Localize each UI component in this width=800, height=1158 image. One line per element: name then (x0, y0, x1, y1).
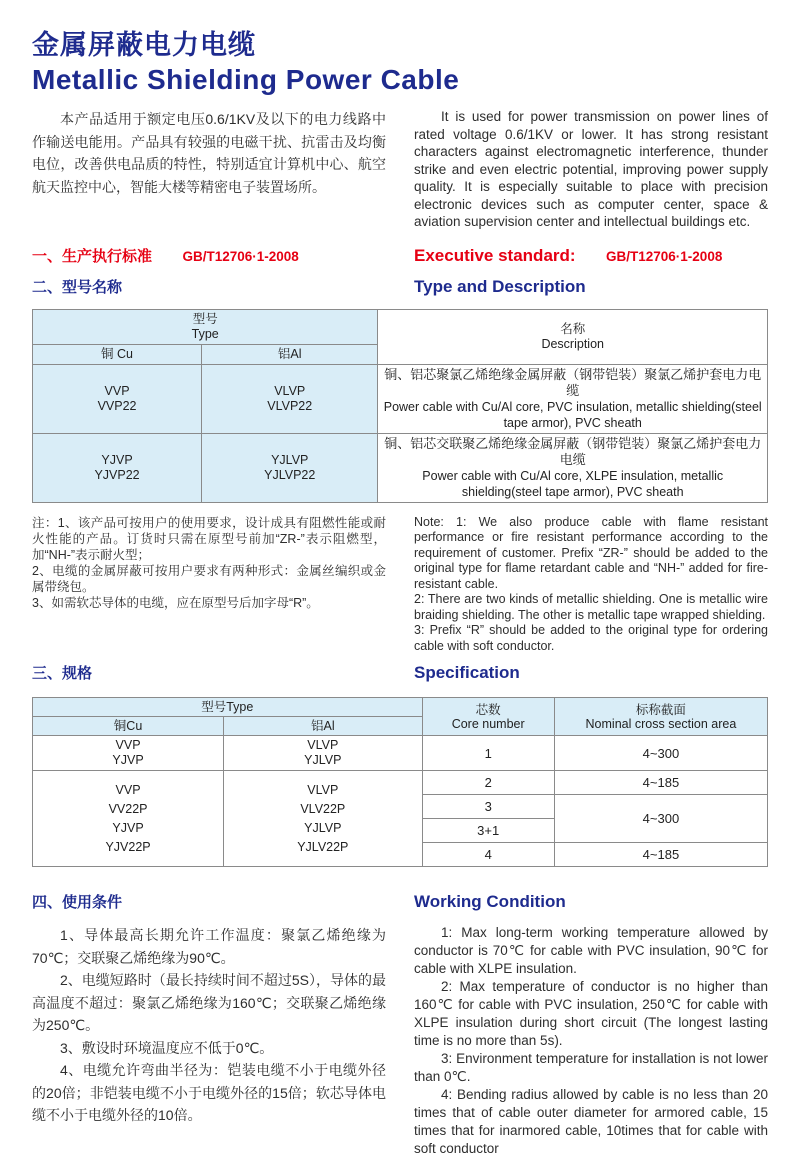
cell-cu-types (33, 433, 202, 502)
working-column-zh (32, 924, 386, 1158)
type-code: VVP (115, 782, 141, 797)
cell-description (378, 364, 768, 433)
notes-column-en (414, 515, 768, 655)
type-header-zh: 型号 (192, 311, 218, 326)
type-code: YJV22P (105, 839, 151, 854)
standard-zh (32, 245, 386, 266)
note-en: 3: Prefix “R” should be added to the original type for ordering cable with soft conductor. (414, 623, 768, 653)
type-heading-zh: 二、型号名称 (32, 278, 123, 296)
standard-en (414, 246, 768, 266)
type-code: YJLVP (271, 452, 309, 467)
note-zh: 2、电缆的金属屏蔽可按用户要求有两种形式：金属丝编织或金属带绕包。 (32, 563, 386, 594)
type-table-header-description (378, 309, 768, 364)
working-heading-row (32, 891, 768, 912)
standard-label-zh: 一、生产执行标准 (32, 247, 153, 265)
type-table-row-xlpe (33, 433, 768, 502)
type-code: YJVP (112, 753, 144, 767)
cell-cu-types (33, 771, 224, 867)
working-heading-zh: 四、使用条件 (32, 894, 123, 911)
spec-header-type: 型号Type (33, 698, 423, 717)
area-header-zh: 标称截面 (635, 702, 686, 717)
cell-core-number: 1 (422, 736, 554, 771)
spec-heading-zh: 三、规格 (32, 665, 93, 682)
type-code: VLVP22 (267, 398, 313, 413)
type-code: YJLVP (304, 753, 342, 767)
working-item-en: 3: Environment temperature for installation is not lower than 0℃. (414, 1051, 768, 1084)
type-code: VVP (115, 738, 141, 752)
cell-cu-types (33, 364, 202, 433)
type-code: YJVP (112, 820, 144, 835)
description-en: Power cable with Cu/Al core, XLPE insulation, metallic shielding(steel tape armor), PVC sheath (422, 468, 724, 499)
spec-header-cu: 铜Cu (33, 717, 224, 736)
type-table-header-al: 铝Al (202, 344, 378, 364)
type-code: VV22P (108, 801, 148, 816)
description-zh: 铜、铝芯聚氯乙烯绝缘金属屏蔽（钢带铠装）聚氯乙烯护套电力电缆 (384, 366, 762, 398)
spec-row-group1 (33, 736, 768, 771)
note-zh: 注：1、该产品可按用户的使用要求，设计成具有阻燃性能或耐火性能的产品。订货时只需在原型号前加“ZR-”表示阻燃型，加“NH-”表示耐火型； (32, 515, 386, 562)
cell-cross-section: 4~300 (554, 795, 767, 843)
cell-al-types (224, 736, 422, 771)
working-item-zh: 2、电缆短路时（最长持续时间不超过5S），导体的最高温度不超过：聚氯乙烯绝缘为160℃；交联聚乙烯绝缘为250℃。 (32, 972, 386, 1033)
cell-core-number: 3 (422, 795, 554, 819)
type-code: YJVP (101, 452, 133, 467)
spec-row-group2-1 (33, 771, 768, 795)
notes-section (32, 515, 768, 655)
cell-description (378, 433, 768, 502)
area-header-en: Nominal cross section area (585, 716, 737, 731)
intro-paragraph-zh: 本产品适用于额定电压0.6/1KV及以下的电力线路中作输送电能用。产品具有较强的电磁干扰、抗雷击及均衡电位，改善供电品质的特性，特别适宜计算机中心、航空航天监控中心，智能大楼等精密电子装置场所。 (32, 111, 386, 195)
type-table (32, 309, 768, 503)
note-en: Note: 1: We also produce cable with flame resistant performance or fire resistant performance according to the requirement of customer. Prefix “ZR-” should be added to the original type for flame retardant cable and “NH-” added for fire-resistant cable. (414, 514, 768, 591)
type-code: VLV22P (300, 801, 346, 816)
description-zh: 铜、铝芯交联聚乙烯绝缘金属屏蔽（钢带铠装）聚氯乙烯护套电力电缆 (384, 435, 762, 467)
desc-header-zh: 名称 (560, 321, 586, 336)
type-code: YJVP22 (94, 467, 140, 482)
cell-cross-section: 4~300 (554, 736, 767, 771)
cell-al-types (202, 433, 378, 502)
working-item-zh: 4、电缆允许弯曲半径为：铠装电缆不小于电缆外径的20倍；非铠装电缆不小于电缆外径的15倍；软芯导体电缆不小于电缆外径的10倍。 (32, 1062, 386, 1123)
cell-core-number: 3+1 (422, 819, 554, 843)
cell-core-number: 4 (422, 843, 554, 867)
working-section (32, 924, 768, 1158)
working-column-en (414, 924, 768, 1158)
spec-table (32, 697, 768, 867)
page-title-zh: 金属屏蔽电力电缆 (32, 30, 256, 60)
type-heading-en: Type and Description (414, 276, 586, 296)
note-en: 2: There are two kinds of metallic shielding. One is metallic wire braiding shielding. The other is metallic tape wrapped shielding. (414, 592, 768, 622)
spec-header-area (554, 698, 767, 736)
desc-header-en: Description (541, 336, 604, 351)
working-item-zh: 1、导体最高长期允许工作温度：聚氯乙烯绝缘为70℃；交联聚乙烯绝缘为90℃。 (32, 927, 386, 966)
type-header-en: Type (191, 326, 219, 341)
type-table-header-row1 (33, 309, 768, 344)
type-code: YJLVP (304, 820, 342, 835)
spec-header-core (422, 698, 554, 736)
type-table-header-type (33, 309, 378, 344)
cell-al-types (202, 364, 378, 433)
type-code: VLVP (307, 782, 339, 797)
spec-heading-row (32, 662, 768, 683)
intro-column-en (414, 108, 768, 231)
standard-label-en: Executive standard: (414, 245, 576, 265)
cell-cu-types (33, 736, 224, 771)
working-item-zh: 3、敷设时环境温度应不低于0℃。 (60, 1039, 274, 1056)
type-table-header-cu: 铜 Cu (33, 344, 202, 364)
spec-table-header-row1 (33, 698, 768, 717)
cell-al-types (224, 771, 422, 867)
working-item-en: 2: Max temperature of conductor is no higher than 160℃ for cable with PVC insulation, 250℃ for cable with XLPE insulation during short circuit (The longest lasting time is no more than 5s). (414, 979, 768, 1048)
cell-cross-section: 4~185 (554, 843, 767, 867)
intro-section (32, 108, 768, 231)
core-header-en: Core number (451, 716, 525, 731)
intro-paragraph-en: It is used for power transmission on power lines of rated voltage 0.6/1KV or lower. It has strong resistant characters against electromagnetic interference, thunder strike and even electric potential, improving power supply quality. It is especially suitable to place with precision electronic devices such as computer center, space & aviation supervision center and intellectual buildings etc. (414, 109, 768, 229)
working-heading-en: Working Condition (414, 892, 566, 911)
spec-header-al: 铝Al (224, 717, 422, 736)
page-title-en: Metallic Shielding Power Cable (32, 64, 460, 95)
working-item-en: 1: Max long-term working temperature allowed by conductor is 70℃ for cable with PVC insulation, 90℃ for cable with XLPE insulation. (414, 925, 768, 976)
type-code: VLVP (274, 383, 306, 398)
description-en: Power cable with Cu/Al core, PVC insulation, metallic shielding(steel tape armor), PVC sheath (383, 399, 762, 430)
standard-value-en: GB/T12706·1-2008 (606, 248, 723, 264)
intro-column-zh (32, 108, 386, 231)
standard-heading-row (32, 245, 768, 266)
type-code: VVP22 (97, 398, 137, 413)
cell-core-number: 2 (422, 771, 554, 795)
standard-value-zh: GB/T12706·1-2008 (182, 248, 299, 264)
type-code: VVP (104, 383, 130, 398)
note-zh: 3、如需软芯导体的电缆，应在原型号后加字母“R”。 (32, 595, 319, 610)
working-item-en: 4: Bending radius allowed by cable is no less than 20 times that of cable outer diameter for armored cable, 15 times that for inarmored cable, 10times that for cable with soft conductor (414, 1087, 768, 1156)
type-code: YJLV22P (297, 839, 349, 854)
notes-column-zh (32, 515, 386, 655)
type-code: YJLVP22 (264, 467, 316, 482)
cell-cross-section: 4~185 (554, 771, 767, 795)
type-table-row-pvc (33, 364, 768, 433)
type-code: VLVP (307, 738, 339, 752)
spec-heading-en: Specification (414, 663, 520, 682)
core-header-zh: 芯数 (475, 702, 501, 717)
type-heading-row (32, 276, 768, 297)
